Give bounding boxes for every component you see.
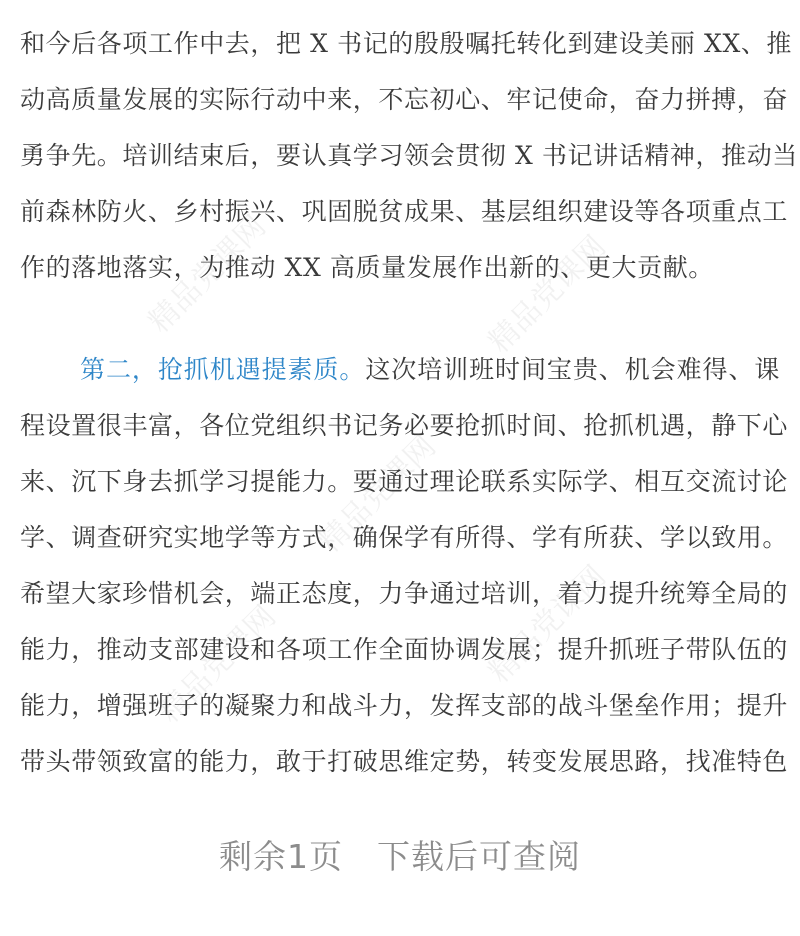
paragraph-line: 前森林防火、乡村振兴、巩固脱贫成果、基层组织建设等各项重点工 <box>20 197 789 226</box>
paragraph-line: 学、调查研究实地学等方式，确保学有所得、学有所获、学以致用。 <box>20 523 789 552</box>
paragraph-line: 和今后各项工作中去，把 X 书记的殷殷嘱托转化到建设美丽 XX、推 <box>20 29 793 58</box>
section-heading: 第二，抢抓机遇提素质。 <box>80 355 366 384</box>
paragraph-line: 动高质量发展的实际行动中来，不忘初心、牢记使命，奋力拼搏，奋 <box>20 85 789 114</box>
watermark: 精品党课网 <box>142 209 273 340</box>
paragraph-line: 来、沉下身去抓学习提能力。要通过理论联系实际学、相互交流讨论 <box>20 467 789 496</box>
paragraph-line: 能力，推动支部建设和各项工作全面协调发展；提升抓班子带队伍的 <box>20 635 789 664</box>
watermark: 精品党课网 <box>152 599 283 730</box>
section-first-line <box>80 350 780 390</box>
paragraph-line: 勇争先。培训结束后，要认真学习领会贯彻 X 书记讲话精神，推动当 <box>20 141 798 170</box>
paragraph-line: 作的落地落实，为推动 XX 高质量发展作出新的、更大贡献。 <box>20 253 714 282</box>
remaining-pages-note[interactable]: 剩余1页 下载后可查阅 <box>219 837 581 876</box>
watermark: 精品党课网 <box>482 229 613 360</box>
paragraph-line: 带头带领致富的能力，敢于打破思维定势，转变发展思路，找准特色 <box>20 747 789 776</box>
paragraph-line: 程设置很丰富，各位党组织书记务必要抢抓时间、抢抓机遇，静下心 <box>20 411 789 440</box>
section-first-line-text: 这次培训班时间宝贵、机会难得、课 <box>365 355 780 384</box>
watermark: 精品党课网 <box>482 559 613 690</box>
watermark: 精品党课网 <box>312 429 443 560</box>
paragraph-line: 希望大家珍惜机会，端正态度，力争通过培训，着力提升统筹全局的 <box>20 579 789 608</box>
paragraph-line: 能力，增强班子的凝聚力和战斗力，发挥支部的战斗堡垒作用；提升 <box>20 691 789 720</box>
